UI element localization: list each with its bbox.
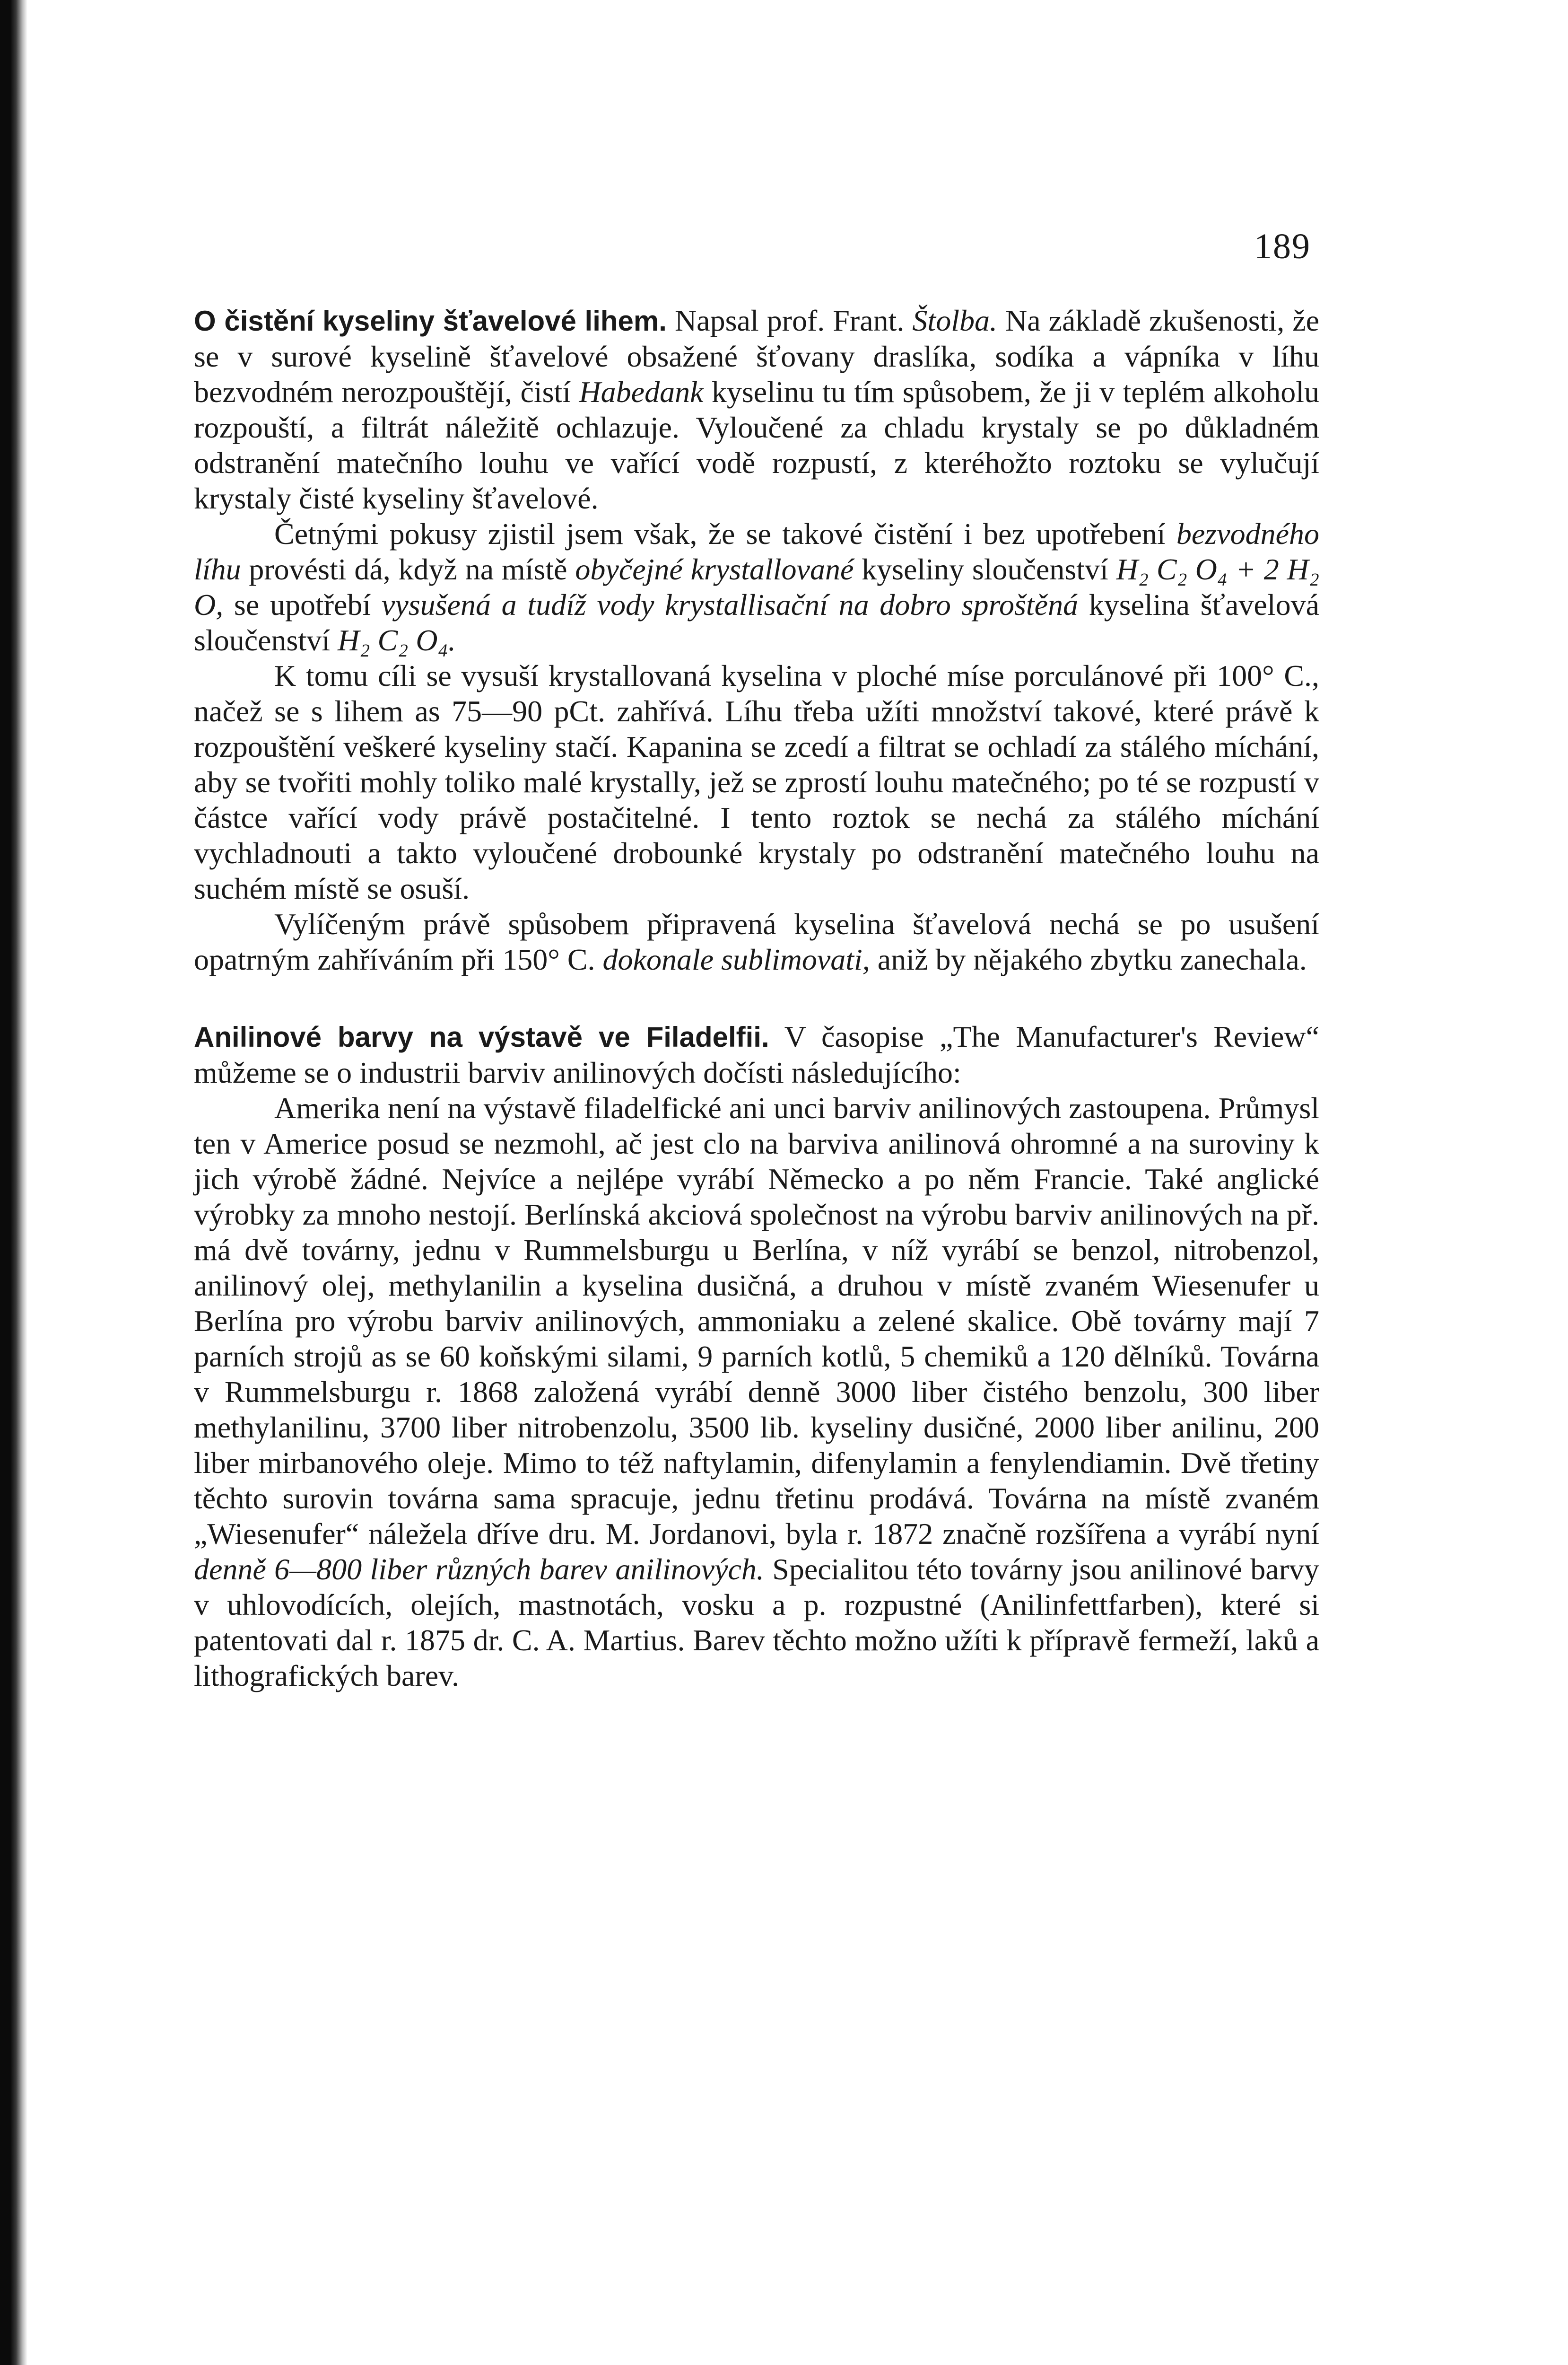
emphasis-daily-output: denně 6—800 liber různých barev anilinových.: [194, 1552, 764, 1586]
paragraph-2-part-b: provésti dá, když na místě: [249, 552, 567, 586]
aniline-body-part-a: Amerika není na výstavě filadelfické ani unci barviv anilinových zastoupena. Průmysl ten v Americe posud se nezmohl, ač jest clo na barviva anilinová ohromné a na suroviny k jich výrobě žádné. Nejvíce a nejlépe vyrábí Německo a po něm Francie. Také anglické výrobky za mnoho nestojí. Berlínská akciová společnost na výrobu barviv anilinových na př. má dvě továrny, jednu v Rummelsburgu u Berlína, v níž vyrábí se benzol, nitrobenzol, anilinový olej, methylanilin a kyselina dusičná, a druhou v místě zvaném Wiesenufer u Berlína pro výrobu barviv anilinových, ammoniaku a zelené skalice. Obě továrny mají 7 parních strojů as se 60 koňskými silami, 9 parních kotlů, 5 chemiků a 120 dělníků. Továrna v Rummelsburgu r. 1868 založená vyrábí denně 3000 liber čistého benzolu, 300 liber methylanilinu, 3700 liber nitrobenzolu, 3500 lib. kyseliny dusičné, 2000 liber anilinu, 200 liber mirbanového oleje. Mimo to též naftylamin, difenylamin a fenylendiamin. Dvě třetiny těchto surovin továrna sama spracuje, jednu třetinu prodává. Továrna na místě zvaném „Wiesenufer“ náležela dříve dru. M. Jordanovi, byla r. 1872 značně rozšířena a vyrábí nyní: [194, 1091, 1319, 1550]
emphasis-anhydrous-spirit: bezvodného líhu: [194, 517, 1319, 586]
article-aniline-intro: [194, 1019, 1319, 1090]
emphasis-dried: vysušená a tudíž vody krystallisační na dobro sproštěná: [381, 588, 1079, 622]
scan-border: [0, 0, 27, 2365]
paragraph-2-part-a: Četnými pokusy zjistil jsem však, že se takové čistění i bez upotřebení: [274, 517, 1166, 551]
byline-author: Štolba.: [912, 304, 997, 337]
text-column: [194, 303, 1319, 1693]
article-heading-aniline: Anilinové barvy na výstavě ve Filadelfii.: [194, 1021, 769, 1053]
paragraph-2-part-c: kyseliny sloučenství: [862, 552, 1108, 586]
emphasis-crystallized: obyčejné krystallované: [575, 552, 854, 586]
article-heading-oxalic-acid: O čistění kyseliny šťavelové lihem.: [194, 305, 667, 337]
aniline-body-part-b: Specialitou této továrny jsou anilinové barvy v uhlovodících, olejích, mastnotách, vosku a p. rozpustné (Anilinfettfarben), které si patentovati dal r. 1875 dr. C. A. Martius. Barev těchto možno užíti k přípravě fermeží, laků a lithografických barev.: [194, 1552, 1320, 1692]
article-oxalic-acid-intro: [194, 303, 1319, 516]
paragraph-1-text: Na základě zkušenosti, že se v surové kyselině šťavelové obsažené šťovany draslíka, sodíka a vápníka v líhu bezvodném nerozpouštějí, čistí: [194, 304, 1320, 409]
paragraph-4: [194, 906, 1319, 977]
formula-anhydrous: H₂ C₂ O₄.: [337, 623, 456, 657]
byline-prefix: Napsal prof. Frant.: [674, 304, 905, 337]
paragraph-2: [194, 516, 1319, 658]
name-habedank: Habedank: [579, 375, 704, 409]
formula-hydrated: H₂ C₂ O₄ + 2 H₂ O,: [194, 552, 1320, 622]
page-number: 189: [1254, 227, 1311, 266]
paragraph-4-part-b: aniž by nějakého zbytku zanechala.: [877, 943, 1307, 976]
paragraph-1-rest: kyselinu tu tím spůsobem, že ji v teplém alkoholu rozpouští, a filtrát náležitě ochlazuje. Vyloučené za chladu krystaly se po důkladném odstranění matečního louhu ve vařící vodě rozpustí, z kteréhožto roztoku se vylučují krystaly čisté kyseliny šťavelové.: [194, 375, 1320, 515]
paragraph-3: K tomu cíli se vysuší krystallovaná kyselina v ploché míse porculánové při 100° C., načež se s lihem as 75—90 pCt. zahřívá. Líhu třeba užíti množství takové, které právě k rozpouštění veškeré kyseliny stačí. Kapanina se zcedí a filtrat se ochladí za stálého míchání, aby se tvořiti mohly toliko malé krystally, jež se zprostí louhu matečného; po té se rozpustí v částce vařící vody právě postačitelné. I tento roztok se nechá za stálého míchání vychladnouti a takto vyloučené drobounké krystaly po odstranění matečného louhu na suchém místě se osuší.: [194, 659, 1319, 905]
emphasis-sublimate: dokonale sublimovati,: [602, 943, 870, 976]
article-separator: [194, 977, 1319, 1019]
paragraph-2-part-d: se upotřebí: [234, 588, 371, 622]
paragraph-2-part-e: kyselina šťavelová sloučenství: [194, 588, 1319, 657]
aniline-body: [194, 1090, 1319, 1693]
paragraph-4-part-a: Vylíčeným právě spůsobem připravená kyselina šťavelová nechá se po usušení opatrným zahříváním při 150° C.: [194, 907, 1319, 976]
aniline-intro-text: V časopise „The Manufacturer's Review“ můžeme se o industrii barviv anilinových dočísti následujícího:: [194, 1020, 1320, 1089]
